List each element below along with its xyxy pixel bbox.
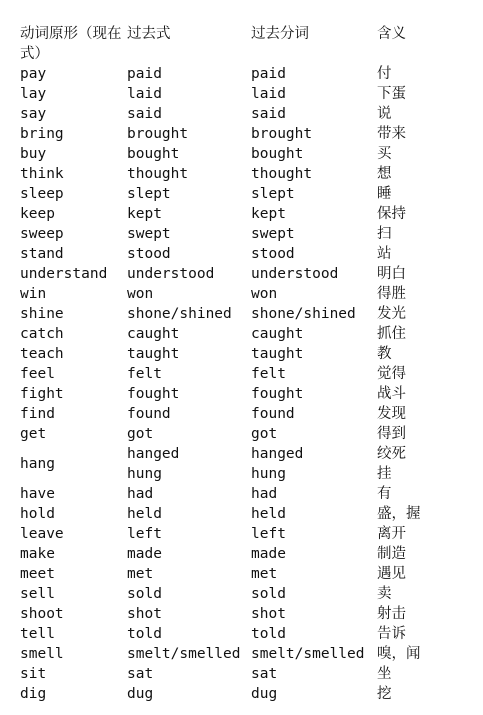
cell-past-tense [127,364,251,384]
cell-meaning-line: 带来 [377,126,406,142]
cell-meaning-line: 得到 [377,426,406,442]
table-row [20,204,475,224]
cell-past-tense [127,244,251,264]
cell-meaning-line: 遇见 [377,566,406,582]
cell-past-participle [251,264,377,284]
cell-past-tense [127,184,251,204]
cell-past-participle-line: thought [251,166,313,182]
cell-meaning-line: 离开 [377,526,406,542]
cell-base-form: catch [20,326,64,342]
cell-past-tense [127,304,251,324]
cell-past-tense [127,444,251,484]
cell-past-participle [251,244,377,264]
cell-past-tense-line: had [127,486,154,502]
cell-meaning [377,644,475,664]
cell-past-participle [251,344,377,364]
cell-base-form: fight [20,386,64,402]
cell-past-tense-line: slept [127,186,171,202]
cell-past-participle [251,224,377,244]
table-header-row [20,24,475,64]
cell-past-tense [127,104,251,124]
cell-past-tense-line: swept [127,226,171,242]
cell-past-tense [127,124,251,144]
cell-past-tense-line: held [127,506,162,522]
cell-base-form: sit [20,666,47,682]
header-base-form: 动词原形（现在式） [20,26,122,62]
table-row [20,604,475,624]
cell-base-form: pay [20,66,47,82]
cell-past-participle-line: won [251,286,278,302]
cell-past-tense [127,624,251,644]
cell-past-tense-line: found [127,406,171,422]
cell-past-participle [251,324,377,344]
cell-past-participle-line: left [251,526,286,542]
cell-past-participle-line: understood [251,266,339,282]
header-meaning: 含义 [377,26,406,42]
cell-past-participle-line: stood [251,246,295,262]
cell-past-participle-line: hung [251,466,286,482]
cell-meaning [377,244,475,264]
cell-meaning-line: 坐 [377,666,392,682]
table-row [20,584,475,604]
cell-past-tense-line: hung [127,466,162,482]
cell-past-tense [127,324,251,344]
cell-past-participle [251,604,377,624]
cell-past-participle [251,384,377,404]
table-row [20,104,475,124]
table-row [20,624,475,644]
cell-past-participle-line: dug [251,686,278,702]
cell-past-participle [251,104,377,124]
cell-past-tense [127,204,251,224]
table-row [20,184,475,204]
cell-past-participle-line: shone/shined [251,306,356,322]
cell-base-form: shine [20,306,64,322]
cell-base-form: bring [20,126,64,142]
cell-past-participle-line: swept [251,226,295,242]
cell-past-participle [251,84,377,104]
cell-meaning-line: 卖 [377,586,392,602]
table-row [20,424,475,444]
cell-meaning-line: 发现 [377,406,406,422]
cell-meaning [377,424,475,444]
table-row [20,344,475,364]
cell-base-form: teach [20,346,64,362]
cell-past-tense [127,224,251,244]
cell-meaning-line: 嗅，闻 [377,646,421,662]
cell-past-participle [251,504,377,524]
table-row [20,644,475,664]
table-row [20,284,475,304]
cell-past-tense-line: told [127,626,162,642]
cell-meaning-line: 战斗 [377,386,406,402]
cell-meaning [377,404,475,424]
cell-past-participle [251,364,377,384]
cell-base-form: feel [20,366,55,382]
table-row [20,504,475,524]
cell-past-tense [127,684,251,704]
cell-past-tense [127,644,251,664]
cell-past-participle [251,444,377,484]
cell-past-participle [251,144,377,164]
cell-past-tense-line: got [127,426,154,442]
table-body [20,64,475,704]
cell-base-form: buy [20,146,47,162]
cell-past-tense [127,344,251,364]
cell-meaning [377,204,475,224]
cell-base-form: stand [20,246,64,262]
cell-base-form: meet [20,566,55,582]
table-row [20,484,475,504]
cell-past-participle-line: told [251,626,286,642]
cell-base-form: sell [20,586,55,602]
cell-base-form: get [20,426,47,442]
cell-base-form: sleep [20,186,64,202]
cell-meaning-line: 挂 [377,466,392,482]
cell-past-tense [127,144,251,164]
cell-past-participle-line: got [251,426,278,442]
cell-base-form: win [20,286,47,302]
cell-past-tense-line: taught [127,346,180,362]
cell-meaning-line: 站 [377,246,392,262]
cell-past-tense [127,584,251,604]
cell-past-participle [251,684,377,704]
cell-base-form: sweep [20,226,64,242]
cell-past-participle-line: kept [251,206,286,222]
cell-past-tense [127,664,251,684]
cell-base-form: smell [20,646,64,662]
table-row [20,64,475,84]
cell-past-tense-line: shot [127,606,162,622]
cell-past-participle-line: had [251,486,278,502]
cell-past-participle-line: brought [251,126,313,142]
cell-meaning [377,564,475,584]
table-row [20,84,475,104]
cell-meaning-line: 觉得 [377,366,406,382]
table-row [20,404,475,424]
cell-meaning [377,304,475,324]
cell-past-participle-line: caught [251,326,304,342]
table-row [20,364,475,384]
cell-past-tense-line: fought [127,386,180,402]
cell-past-participle-line: sat [251,666,278,682]
cell-base-form: lay [20,86,47,102]
cell-meaning [377,624,475,644]
cell-past-tense-line: bought [127,146,180,162]
cell-meaning-line: 教 [377,346,392,362]
cell-meaning [377,224,475,244]
cell-meaning-line: 制造 [377,546,406,562]
cell-meaning-line: 下蛋 [377,86,406,102]
cell-past-participle [251,284,377,304]
cell-base-form: have [20,486,55,502]
cell-meaning-line: 盛，握 [377,506,421,522]
cell-meaning-line: 付 [377,66,392,82]
cell-base-form: make [20,546,55,562]
cell-meaning-line: 买 [377,146,392,162]
cell-past-tense-line: made [127,546,162,562]
header-past-tense: 过去式 [127,26,171,42]
cell-past-participle-line: paid [251,66,286,82]
cell-past-participle-line: met [251,566,278,582]
cell-past-tense-line: won [127,286,154,302]
cell-past-tense-line: brought [127,126,189,142]
cell-meaning [377,124,475,144]
cell-meaning [377,684,475,704]
cell-past-participle [251,304,377,324]
cell-past-participle-line: bought [251,146,304,162]
cell-past-participle-line: slept [251,186,295,202]
cell-past-tense [127,544,251,564]
table-row [20,164,475,184]
table-row [20,524,475,544]
cell-meaning-line: 有 [377,486,392,502]
table-row [20,384,475,404]
cell-past-participle [251,524,377,544]
cell-meaning [377,144,475,164]
cell-past-tense-line: paid [127,66,162,82]
cell-past-participle-line: hanged [251,446,304,462]
cell-meaning [377,284,475,304]
cell-meaning-line: 睡 [377,186,392,202]
cell-past-tense-line: felt [127,366,162,382]
cell-past-tense [127,484,251,504]
table-row [20,324,475,344]
cell-meaning [377,264,475,284]
cell-past-tense [127,524,251,544]
cell-meaning [377,444,475,484]
cell-meaning-line: 告诉 [377,626,406,642]
cell-past-tense-line: dug [127,686,154,702]
cell-meaning [377,524,475,544]
cell-past-participle [251,164,377,184]
cell-past-tense-line: stood [127,246,171,262]
cell-past-participle [251,64,377,84]
table-row [20,564,475,584]
cell-meaning [377,484,475,504]
cell-past-tense [127,264,251,284]
cell-meaning-line: 得胜 [377,286,406,302]
cell-base-form: find [20,406,55,422]
cell-meaning [377,364,475,384]
cell-base-form: understand [20,266,108,282]
table-row [20,244,475,264]
cell-past-tense [127,504,251,524]
cell-meaning-line: 绞死 [377,446,406,462]
cell-past-participle-line: taught [251,346,304,362]
cell-base-form: shoot [20,606,64,622]
cell-base-form: tell [20,626,55,642]
cell-meaning [377,604,475,624]
table-row [20,144,475,164]
cell-meaning [377,544,475,564]
cell-meaning [377,384,475,404]
cell-past-tense [127,384,251,404]
cell-base-form: hold [20,506,55,522]
cell-past-tense-line: sold [127,586,162,602]
cell-past-tense [127,404,251,424]
cell-past-participle [251,184,377,204]
cell-base-form: keep [20,206,55,222]
cell-past-participle-line: felt [251,366,286,382]
cell-past-tense [127,64,251,84]
cell-meaning-line: 抓住 [377,326,406,342]
cell-past-participle-line: sold [251,586,286,602]
cell-past-participle-line: shot [251,606,286,622]
cell-meaning-line: 明白 [377,266,406,282]
cell-meaning [377,584,475,604]
cell-past-participle [251,564,377,584]
cell-meaning [377,84,475,104]
table-row [20,124,475,144]
cell-meaning [377,324,475,344]
cell-past-participle-line: smelt/smelled [251,646,365,662]
cell-meaning [377,184,475,204]
cell-past-participle [251,484,377,504]
verb-table [20,24,475,704]
cell-past-tense [127,164,251,184]
cell-past-tense [127,84,251,104]
cell-past-participle [251,544,377,564]
cell-base-form: say [20,106,47,122]
cell-base-form: leave [20,526,64,542]
cell-past-tense [127,424,251,444]
cell-past-tense [127,564,251,584]
cell-past-participle [251,664,377,684]
cell-past-participle-line: made [251,546,286,562]
cell-past-tense-line: shone/shined [127,306,232,322]
cell-past-tense-line: said [127,106,162,122]
cell-past-participle [251,124,377,144]
table-row [20,264,475,284]
cell-base-form: dig [20,686,47,702]
cell-base-form: think [20,166,64,182]
cell-past-participle [251,584,377,604]
cell-meaning [377,344,475,364]
cell-meaning-line: 发光 [377,306,406,322]
cell-meaning [377,504,475,524]
table-row [20,444,475,484]
cell-past-participle-line: laid [251,86,286,102]
cell-past-participle [251,404,377,424]
cell-past-tense-line: met [127,566,154,582]
header-past-participle: 过去分词 [251,26,309,42]
table-row [20,664,475,684]
cell-base-form: hang [20,456,55,472]
cell-past-participle [251,644,377,664]
cell-past-participle-line: held [251,506,286,522]
table-row [20,684,475,704]
cell-meaning [377,164,475,184]
cell-meaning [377,664,475,684]
cell-past-tense-line: kept [127,206,162,222]
table-row [20,224,475,244]
cell-meaning-line: 挖 [377,686,392,702]
cell-meaning-line: 扫 [377,226,392,242]
cell-past-tense-line: sat [127,666,154,682]
table-row [20,544,475,564]
cell-past-tense-line: understood [127,266,215,282]
cell-past-tense-line: hanged [127,446,180,462]
cell-meaning-line: 射击 [377,606,406,622]
cell-past-tense [127,284,251,304]
cell-past-participle [251,204,377,224]
cell-past-tense-line: laid [127,86,162,102]
cell-past-participle-line: fought [251,386,304,402]
cell-meaning [377,64,475,84]
cell-meaning [377,104,475,124]
cell-past-tense-line: thought [127,166,189,182]
cell-past-participle [251,424,377,444]
cell-meaning-line: 保持 [377,206,406,222]
cell-meaning-line: 说 [377,106,392,122]
cell-past-tense-line: smelt/smelled [127,646,241,662]
cell-meaning-line: 想 [377,166,392,182]
cell-past-tense-line: left [127,526,162,542]
cell-past-tense [127,604,251,624]
cell-past-participle [251,624,377,644]
cell-past-participle-line: said [251,106,286,122]
cell-past-participle-line: found [251,406,295,422]
cell-past-tense-line: caught [127,326,180,342]
table-row [20,304,475,324]
